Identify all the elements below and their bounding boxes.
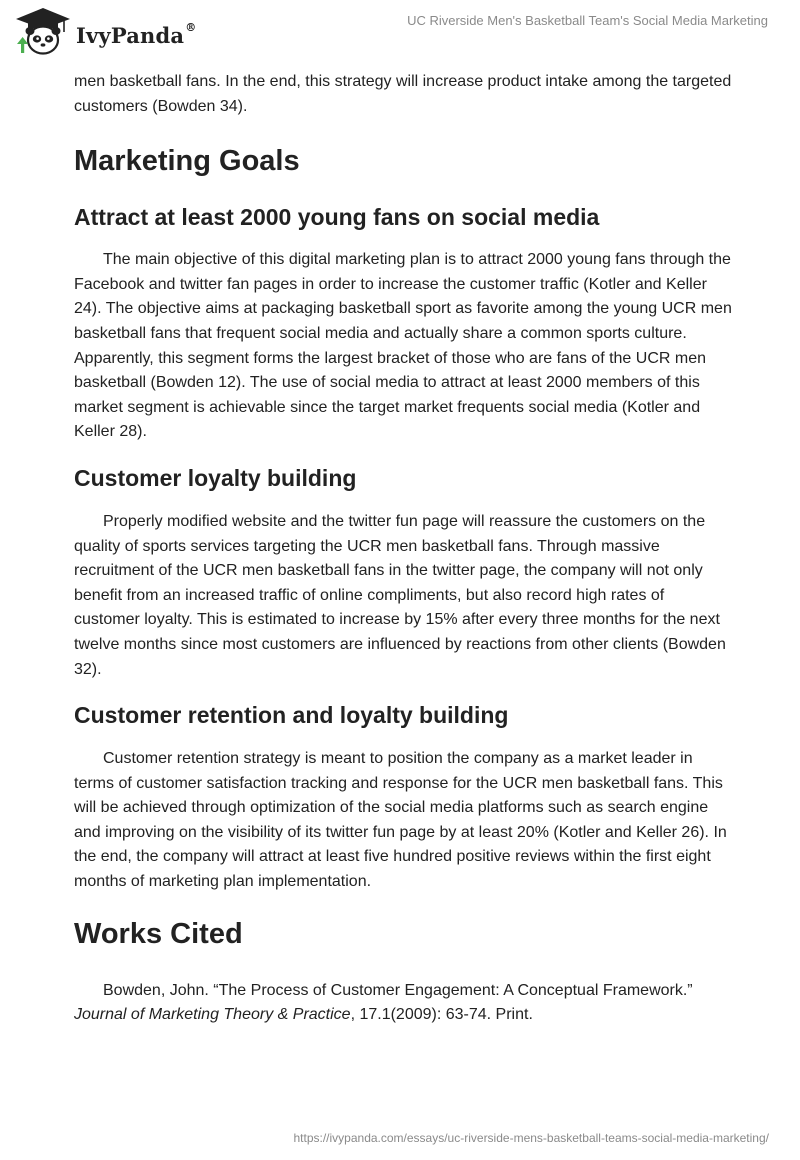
citation-author-title: Bowden, John. “The Process of Customer Engagement: A Conceptual Framework.” bbox=[103, 981, 693, 999]
works-cited-heading: Works Cited bbox=[74, 917, 243, 950]
essay-content bbox=[74, 70, 734, 1028]
section-text-attract-fans: The main objective of this digital marketing plan is to attract 2000 young fans through the Facebook and twitter fan pages in order to increase the customer traffic (Kotler and Keller 24). The objective aims at packaging basketball sport as favorite among the young UCR men basketball fans that frequent social media and actually share a common sports culture. Apparently, this segment forms the largest bracket of those who are fans of the UCR men basketball (Bowden 12). The use of social media to attract at least 2000 members of this market segment is achievable since the target market frequents social media (Kotler and Keller 28). bbox=[74, 251, 732, 441]
panda-graduate-icon bbox=[14, 6, 72, 58]
section-heading-customer-retention: Customer retention and loyalty building bbox=[74, 702, 509, 729]
citation-entry bbox=[74, 979, 734, 1028]
citation-journal: Journal of Marketing Theory & Practice bbox=[74, 1006, 351, 1024]
section-heading-customer-loyalty: Customer loyalty building bbox=[74, 464, 357, 491]
document-title: UC Riverside Men's Basketball Team's Social Media Marketing bbox=[407, 13, 768, 28]
source-url[interactable]: https://ivypanda.com/essays/uc-riverside-mens-basketball-teams-social-media-marketing/ bbox=[293, 1131, 769, 1145]
section-text-customer-retention: Customer retention strategy is meant to position the company as a market leader in terms of customer satisfaction tracking and response for the UCR men basketball fans. This will be achieved through optimization of the social media platforms such as search engine and improving on the visibility of its twitter fun page by at least 20% (Kotler and Keller 26). In the end, the company will attract at least five hundred positive reviews within the first eight months of marketing plan implementation. bbox=[74, 750, 727, 891]
logo-wordmark: IvyPanda® bbox=[76, 20, 197, 48]
page-header bbox=[0, 0, 800, 64]
citation-details: , 17.1(2009): 63-74. Print. bbox=[350, 1006, 533, 1024]
intro-paragraph: men basketball fans. In the end, this strategy will increase product intake among the targeted customers (Bowden 34). bbox=[74, 73, 732, 115]
section-heading-attract-fans: Attract at least 2000 young fans on social media bbox=[74, 204, 600, 231]
ivypanda-logo[interactable] bbox=[14, 6, 196, 58]
section-text-customer-loyalty: Properly modified website and the twitter fun page will reassure the customers on the quality of sports services targeting the UCR men basketball fans. Through massive recruitment of the UCR men basketball fans in the twitter page, the company will not only benefit from an increased traffic of online compliments, but also record high rates of customer loyalty. This is estimated to increase by 15% after every three months for the next twelve months since most customers are influenced by reactions from other clients (Bowden 32). bbox=[74, 512, 726, 678]
marketing-goals-heading: Marketing Goals bbox=[74, 145, 300, 178]
